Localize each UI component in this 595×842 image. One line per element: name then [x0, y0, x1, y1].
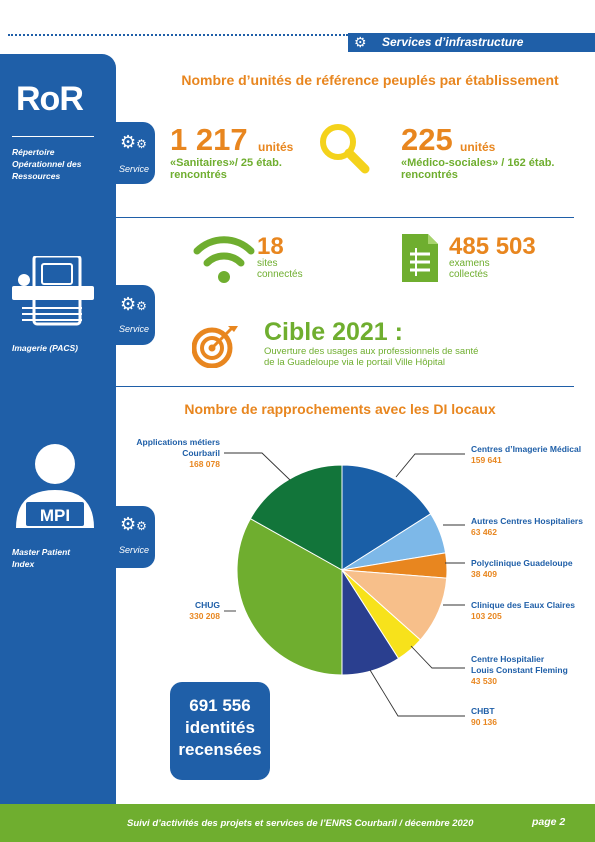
footer-bar	[0, 804, 595, 842]
service-label: Service	[119, 324, 150, 334]
medico-unit: unités	[460, 140, 496, 154]
mpi-badge-text: MPI	[39, 506, 71, 525]
gears-icon: ⚙⚙	[120, 132, 147, 152]
ror-label: Répertoire Opérationnel des Ressources	[12, 147, 82, 181]
sites-label: sites connectés	[257, 258, 303, 280]
mpi-label: Master Patient Index	[12, 547, 71, 569]
slice-label-chbt: CHBT 90 136	[471, 706, 497, 727]
gears-icon: ⚙⚙	[120, 294, 147, 314]
pacs-label: Imagerie (PACS)	[12, 343, 78, 353]
page-number: page 2	[532, 816, 566, 828]
service-label: Service	[119, 164, 150, 174]
slice-label-chug: CHUG 330 208	[189, 600, 220, 621]
medico-detail: «Médico-sociales» / 162 étab. rencontrés	[401, 157, 555, 181]
slice-label-eaux-claires: Clinique des Eaux Claires 103 205	[471, 600, 575, 621]
ror-logo: RoR	[16, 80, 83, 118]
service-label: Service	[119, 545, 150, 555]
cible-title: Cible 2021 :	[264, 318, 403, 346]
leader-line	[370, 670, 465, 716]
sanitaires-value: 1 217	[170, 122, 248, 157]
slice-label-polyclinique: Polyclinique Guadeloupe 38 409	[471, 558, 573, 579]
sanitaires-unit: unités	[258, 140, 294, 154]
examens-value: 485 503	[449, 233, 536, 260]
total-identites-box: 691 556 identités recensées	[170, 682, 270, 780]
examens-label: examens collectés	[449, 258, 490, 280]
mpi-section-title: Nombre de rapprochements avec les DI locaux	[184, 401, 496, 417]
leader-line	[411, 646, 465, 668]
slice-label-cim: Centres d’Imagerie Médical 159 641	[471, 444, 582, 465]
slice-label-chlcf: Centre Hospitalier Louis Constant Fleming 43 530	[471, 654, 568, 686]
slice-label-autres-ch: Autres Centres Hospitaliers 63 462	[471, 516, 583, 537]
medico-value: 225	[401, 122, 453, 157]
sites-value: 18	[257, 233, 284, 260]
sanitaires-detail: «Sanitaires»/ 25 étab. rencontrés	[170, 157, 282, 181]
leader-line	[396, 454, 465, 477]
gears-icon: ⚙	[354, 34, 367, 50]
ror-section-title: Nombre d’unités de référence peuplés par établissement	[181, 72, 559, 88]
cible-detail: Ouverture des usages aux professionnels de santé de la Guadeloupe via le portail Ville Hôpital	[264, 346, 479, 368]
leader-line	[224, 453, 290, 480]
section-header-title: Services d’infrastructure	[382, 35, 524, 49]
footer-text: Suivi d’activités des projets et services de l’ENRS Courbaril / décembre 2020	[127, 818, 474, 829]
slice-label-courbaril: Applications métiers Courbaril 168 078	[136, 437, 220, 469]
gears-icon: ⚙⚙	[120, 514, 147, 534]
